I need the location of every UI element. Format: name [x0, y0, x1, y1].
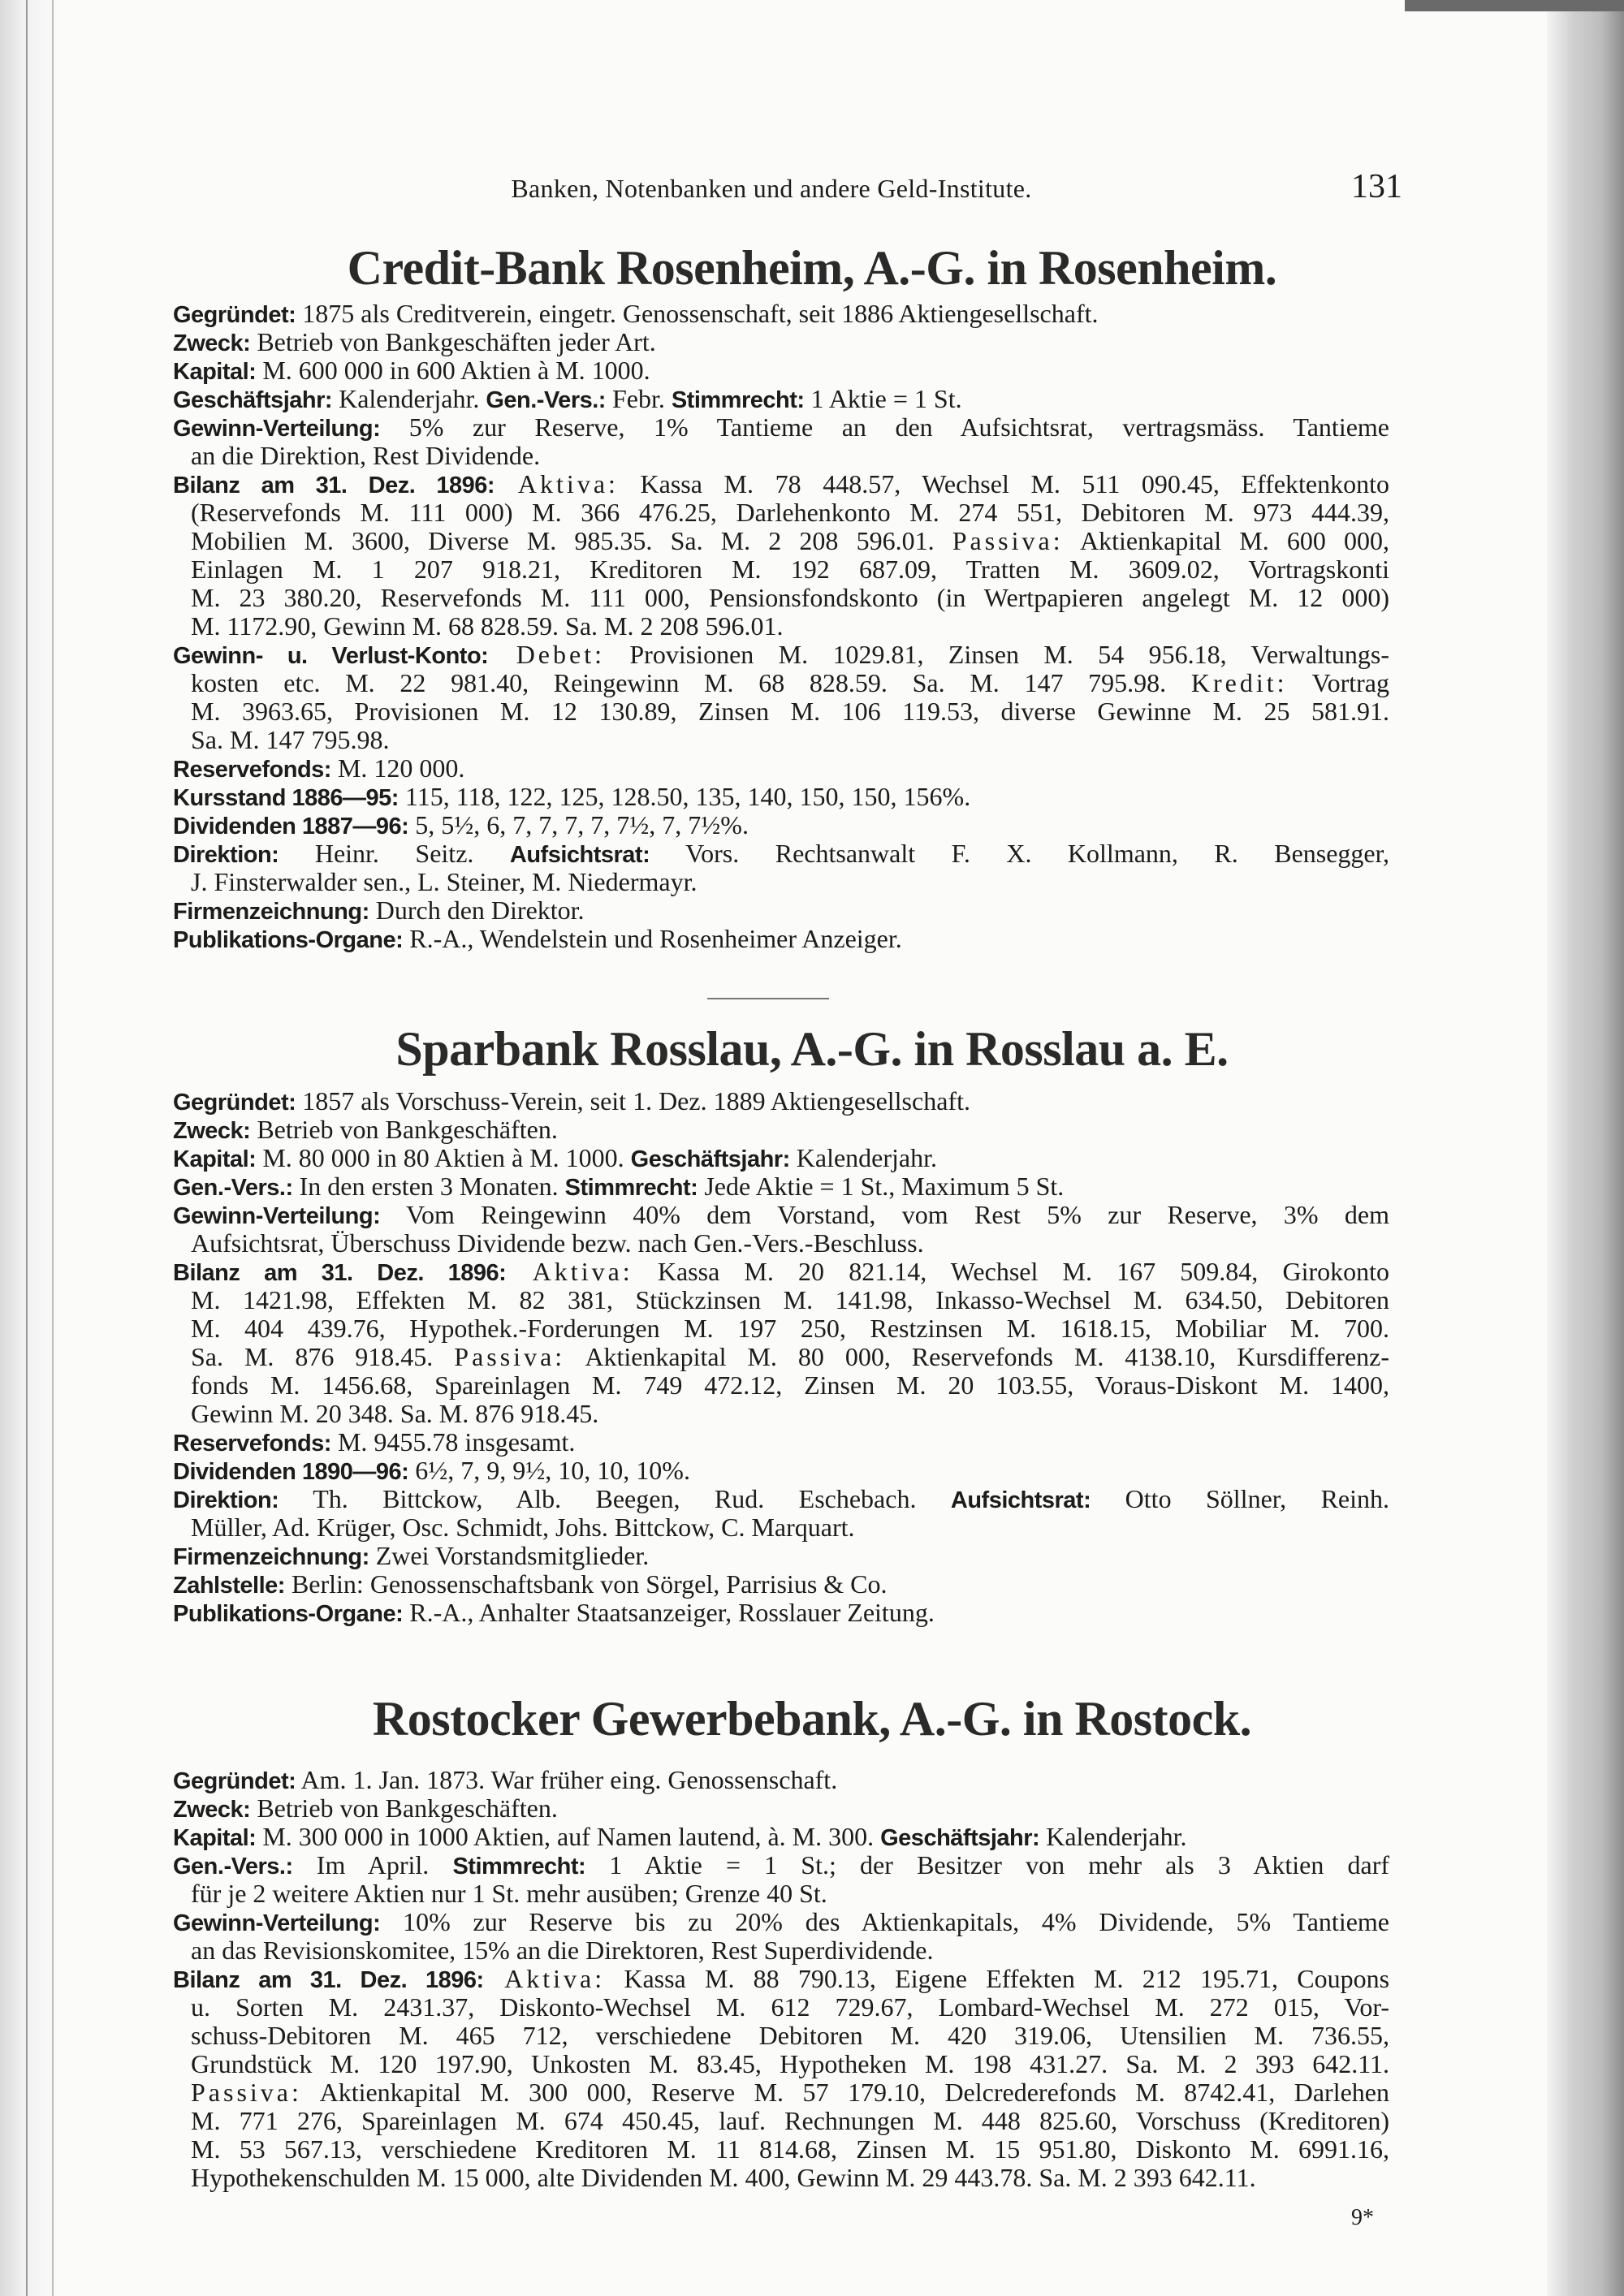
text-line [173, 783, 1389, 811]
field-text: 1875 als Creditverein, eingetr. Genossenschaft, seit 1886 Aktiengesellschaft. [296, 299, 1099, 328]
field-label: Direktion: [173, 842, 279, 868]
account-side-label: Aktiva: [495, 470, 619, 498]
field-label: Bilanz am 31. Dez. 1896: [173, 473, 495, 498]
field-text: Sa. M. 876 918.45. [191, 1343, 455, 1371]
field-text: Kassa M. 78 448.57, Wechsel M. 511 090.45, Effektenkonto [618, 470, 1389, 498]
field-text: M. 1172.90, Gewinn M. 68 828.59. Sa. M. 2 208 596.01. [191, 611, 784, 641]
field-text: M. 80 000 in 80 Aktien à M. 1000. [256, 1143, 631, 1172]
field-text: Im April. [292, 1851, 453, 1880]
field-label: Kursstand 1886—95: [173, 785, 399, 811]
field-text: Gewinn M. 20 348. Sa. M. 876 918.45. [191, 1399, 599, 1428]
field-label: Geschäftsjahr: [630, 1146, 790, 1172]
field-text: Müller, Ad. Krüger, Osc. Schmidt, Johs. Bittckow, C. Marquart. [191, 1513, 855, 1542]
field-text: Sa. M. 147 795.98. [191, 725, 390, 754]
field-text: 10% zur Reserve bis zu 20% des Aktienkapitals, 4% Dividende, 5% Tantieme [380, 1908, 1389, 1936]
text-line [173, 1599, 1389, 1627]
field-label: Stimmrecht: [564, 1175, 698, 1201]
text-line [173, 328, 1389, 356]
text-line [173, 612, 1389, 641]
field-text: J. Finsterwalder sen., L. Steiner, M. Niedermayr. [191, 867, 698, 896]
running-header: Banken, Notenbanken und andere Geld-Institute. [511, 174, 1032, 203]
text-line [173, 555, 1389, 584]
text-line [173, 839, 1389, 868]
field-text: 6½, 7, 9, 9½, 10, 10, 10%. [408, 1456, 690, 1485]
field-text: M. 600 000 in 600 Aktien à M. 1000. [256, 356, 650, 385]
text-line [173, 1229, 1389, 1258]
field-text: an das Revisionskomitee, 15% an die Direktoren, Rest Superdividende. [191, 1936, 934, 1965]
field-text: Otto Söllner, Reinh. [1091, 1485, 1389, 1513]
field-text: Heinr. Seitz. [279, 839, 510, 868]
field-text: Grundstück M. 120 197.90, Unkosten M. 83.45, Hypotheken M. 198 431.27. Sa. M. 2 393 642.11. [191, 2050, 1389, 2078]
field-text: Kalenderjahr. [789, 1143, 937, 1172]
field-text: Zwei Vorstandsmitglieder. [369, 1541, 650, 1570]
field-label: Gegründet: [173, 1090, 296, 1116]
text-line [173, 1823, 1389, 1851]
page-number: 131 [1351, 168, 1402, 205]
field-text: M. 771 276, Spareinlagen M. 674 450.45, lauf. Rechnungen M. 448 825.60, Vorschuss (Kreditoren) [191, 2107, 1389, 2135]
field-text: 1857 als Vorschuss-Verein, seit 1. Dez. 1889 Aktiengesellschaft. [296, 1086, 970, 1116]
field-text: Durch den Direktor. [369, 896, 585, 925]
field-text: M. 9455.78 insgesamt. [330, 1427, 576, 1457]
field-label: Bilanz am 31. Dez. 1896: [173, 1260, 507, 1286]
field-text: 115, 118, 122, 125, 128.50, 135, 140, 150, 150, 156%. [398, 782, 971, 811]
section-body [173, 1087, 1389, 1627]
field-label: Reservefonds: [173, 1431, 331, 1457]
text-line [173, 1258, 1389, 1286]
text-line [173, 2135, 1389, 2164]
text-line [173, 1766, 1389, 1794]
field-text: u. Sorten M. 2431.37, Diskonto-Wechsel M. 612 729.67, Lombard-Wechsel M. 272 015, Vor- [191, 1993, 1389, 2022]
field-text: für je 2 weitere Aktien nur 1 St. mehr ausüben; Grenze 40 St. [191, 1879, 827, 1908]
field-label: Gegründet: [173, 1768, 296, 1794]
field-text: M. 300 000 in 1000 Aktien, auf Namen lautend, à. M. 300. [256, 1822, 881, 1851]
page-right-edge [1547, 0, 1624, 2296]
text-line [173, 1513, 1389, 1542]
text-line [173, 1851, 1389, 1880]
field-text: Kassa M. 20 821.14, Wechsel M. 167 509.84, Girokonto [633, 1258, 1389, 1286]
field-label: Gen.-Vers.: [173, 1854, 293, 1880]
text-line [173, 527, 1389, 555]
text-line [173, 1116, 1389, 1144]
section-title: Credit-Bank Rosenheim, A.-G. in Rosenheim. [347, 241, 1277, 295]
field-label: Gewinn-Verteilung: [173, 416, 381, 442]
field-label: Gewinn- u. Verlust-Konto: [173, 643, 489, 669]
account-side-label: Kredit: [1190, 669, 1288, 697]
field-label: Dividenden 1887—96: [173, 814, 409, 839]
field-label: Kapital: [173, 1825, 257, 1851]
field-text: R.-A., Wendelstein und Rosenheimer Anzeiger. [403, 924, 902, 953]
text-line [173, 896, 1389, 925]
text-line [173, 498, 1389, 527]
section-title: Sparbank Rosslau, A.-G. in Rosslau a. E. [395, 1022, 1229, 1076]
field-text: In den ersten 3 Monaten. [292, 1172, 565, 1201]
field-label: Stimmrecht: [452, 1854, 586, 1880]
field-label: Geschäftsjahr: [173, 387, 333, 413]
field-label: Gewinn-Verteilung: [173, 1203, 381, 1229]
field-text: Am. 1. Jan. 1873. War früher eing. Genossenschaft. [296, 1765, 838, 1794]
field-text: Aktienkapital M. 300 000, Reserve M. 57 179.10, Delcrederefonds M. 8742.41, Darlehen [301, 2078, 1389, 2107]
field-label: Zahlstelle: [173, 1573, 285, 1599]
field-text: Kalenderjahr. [332, 384, 486, 413]
field-text: (Reservefonds M. 111 000) M. 366 476.25, Darlehenkonto M. 274 551, Debitoren M. 973 444.39, [191, 498, 1389, 527]
field-text: M. 1421.98, Effekten M. 82 381, Stückzinsen M. 141.98, Inkasso-Wechsel M. 634.50, Debitoren [191, 1286, 1389, 1314]
text-line [173, 2107, 1389, 2135]
text-line [173, 1087, 1389, 1116]
field-text: Betrieb von Bankgeschäften jeder Art. [250, 327, 656, 356]
field-label: Firmenzeichnung: [173, 899, 369, 925]
field-text: 5, 5½, 6, 7, 7, 7, 7, 7½, 7, 7½%. [408, 810, 749, 839]
text-line [173, 641, 1389, 669]
account-side-label: Debet: [488, 641, 605, 669]
account-side-label: Passiva: [191, 2078, 302, 2107]
text-line [173, 925, 1389, 953]
field-label: Direktion: [173, 1487, 279, 1513]
page-top-edge [1405, 0, 1624, 11]
text-line [173, 1314, 1389, 1343]
field-label: Zweck: [173, 330, 251, 356]
field-text: Aufsichtsrat, Überschuss Dividende bezw. nach Gen.-Vers.-Beschluss. [191, 1228, 924, 1258]
field-label: Gen.-Vers.: [486, 387, 606, 413]
field-text: Jede Aktie = 1 St., Maximum 5 St. [698, 1172, 1065, 1201]
account-side-label: Passiva: [454, 1343, 566, 1371]
text-line [173, 413, 1389, 442]
text-line [173, 1371, 1389, 1400]
field-text: Mobilien M. 3600, Diverse M. 985.35. Sa. M. 2 208 596.01. [191, 527, 952, 555]
field-text: Kassa M. 88 790.13, Eigene Effekten M. 212 195.71, Coupons [605, 1965, 1389, 1993]
account-side-label: Aktiva: [506, 1258, 633, 1286]
field-text: M. 23 380.20, Reservefonds M. 111 000, Pensionsfondskonto (in Wertpapieren angelegt M. 12 000) [191, 584, 1389, 612]
text-line [173, 1880, 1389, 1908]
field-text: 1 Aktie = 1 St.; der Besitzer von mehr als 3 Aktien darf [585, 1851, 1389, 1880]
binding-line [52, 0, 54, 2296]
field-text: Hypothekenschulden M. 15 000, alte Dividenden M. 400, Gewinn M. 29 443.78. Sa. M. 2 393 642.11. [191, 2163, 1256, 2192]
section-title: Rostocker Gewerbebank, A.-G. in Rostock. [372, 1692, 1252, 1746]
text-line [173, 1144, 1389, 1172]
text-line [173, 2164, 1389, 2192]
field-label: Stimmrecht: [671, 387, 805, 413]
field-text: Provisionen M. 1029.81, Zinsen M. 54 956.18, Verwaltungs- [605, 641, 1389, 669]
field-text: 5% zur Reserve, 1% Tantieme an den Aufsichtsrat, vertragsmäss. Tantieme [380, 413, 1389, 442]
text-line [173, 868, 1389, 896]
field-text: Vors. Rechtsanwalt F. X. Kollmann, R. Bensegger, [650, 839, 1389, 868]
field-text: Einlagen M. 1 207 918.21, Kreditoren M. 192 687.09, Tratten M. 3609.02, Vortragskonti [191, 555, 1389, 584]
text-line [173, 470, 1389, 498]
field-label: Kapital: [173, 359, 257, 385]
text-line [173, 697, 1389, 726]
field-label: Aufsichtsrat: [509, 842, 650, 868]
text-line [173, 1965, 1389, 1993]
text-line [173, 1172, 1389, 1201]
text-line [173, 442, 1389, 470]
field-label: Bilanz am 31. Dez. 1896: [173, 1967, 484, 1993]
field-text: an die Direktion, Rest Dividende. [191, 441, 541, 470]
signature-mark: 9* [1351, 2205, 1374, 2230]
field-text: Vom Reingewinn 40% dem Vorstand, vom Rest 5% zur Reserve, 3% dem [380, 1201, 1389, 1229]
text-line [173, 1993, 1389, 2022]
field-text: Betrieb von Bankgeschäften. [250, 1793, 558, 1823]
text-line [173, 1457, 1389, 1485]
account-side-label: Aktiva: [483, 1965, 606, 1993]
text-line [173, 385, 1389, 413]
field-text: Kalenderjahr. [1039, 1822, 1187, 1851]
page-left-edge [0, 0, 57, 2296]
field-label: Gewinn-Verteilung: [173, 1910, 381, 1936]
field-text: fonds M. 1456.68, Spareinlagen M. 749 472.12, Zinsen M. 20 103.55, Voraus-Diskont M. 1400, [191, 1371, 1389, 1400]
text-line [173, 754, 1389, 783]
text-line [173, 1908, 1389, 1936]
field-label: Kapital: [173, 1146, 257, 1172]
field-text: Berlin: Genossenschaftsbank von Sörgel, Parrisius & Co. [284, 1569, 888, 1599]
field-label: Reservefonds: [173, 757, 331, 783]
text-line [173, 1936, 1389, 1965]
field-label: Zweck: [173, 1118, 251, 1144]
field-label: Gen.-Vers.: [173, 1175, 293, 1201]
text-line [173, 300, 1389, 328]
text-line [173, 669, 1389, 697]
field-label: Zweck: [173, 1797, 251, 1823]
section-body [173, 300, 1389, 953]
field-label: Dividenden 1890—96: [173, 1459, 409, 1485]
field-text: R.-A., Anhalter Staatsanzeiger, Rosslauer Zeitung. [403, 1598, 935, 1627]
text-line [173, 811, 1389, 839]
field-label: Geschäftsjahr: [880, 1825, 1040, 1851]
text-line [173, 1794, 1389, 1823]
field-text: Febr. [605, 384, 672, 413]
text-line [173, 584, 1389, 612]
field-text: M. 53 567.13, verschiedene Kreditoren M. 11 814.68, Zinsen M. 15 951.80, Diskonto M. 6991.16, [191, 2135, 1389, 2164]
text-line [173, 2050, 1389, 2078]
text-line [173, 1400, 1389, 1428]
field-text: M. 404 439.76, Hypothek.-Forderungen M. 197 250, Restzinsen M. 1618.15, Mobiliar M. 700. [191, 1314, 1389, 1343]
text-line [173, 726, 1389, 754]
field-label: Firmenzeichnung: [173, 1544, 369, 1570]
text-line [173, 1343, 1389, 1371]
field-text: Aktienkapital M. 600 000, [1063, 527, 1389, 555]
field-text: schuss-Debitoren M. 465 712, verschiedene Debitoren M. 420 319.06, Utensilien M. 736.55, [191, 2022, 1389, 2050]
section-separator [707, 998, 829, 999]
text-line [173, 1201, 1389, 1229]
field-label: Aufsichtsrat: [950, 1487, 1091, 1513]
field-text: Aktienkapital M. 80 000, Reservefonds M. 4138.10, Kursdifferenz- [565, 1343, 1389, 1371]
field-text: M. 3963.65, Provisionen M. 12 130.89, Zinsen M. 106 119.53, diverse Gewinne M. 25 581.91. [191, 697, 1389, 726]
field-text: Betrieb von Bankgeschäften. [250, 1115, 558, 1144]
field-label: Gegründet: [173, 302, 296, 328]
section-body [173, 1766, 1389, 2192]
text-line [173, 1286, 1389, 1314]
field-text: 1 Aktie = 1 St. [804, 384, 962, 413]
field-text: Th. Bittckow, Alb. Beegen, Rud. Eschebach. [279, 1485, 951, 1513]
text-line [173, 356, 1389, 385]
field-label: Publikations-Organe: [173, 1601, 404, 1627]
field-text: kosten etc. M. 22 981.40, Reingewinn M. 68 828.59. Sa. M. 147 795.98. [191, 669, 1191, 697]
text-line [173, 1428, 1389, 1457]
field-text: M. 120 000. [330, 753, 465, 783]
text-line [173, 1570, 1389, 1599]
field-label: Publikations-Organe: [173, 927, 404, 953]
text-line [173, 1485, 1389, 1513]
text-line [173, 2078, 1389, 2107]
text-line [173, 2022, 1389, 2050]
binding-line [26, 0, 28, 2296]
account-side-label: Passiva: [952, 527, 1064, 555]
text-line [173, 1542, 1389, 1570]
field-text: Vortrag [1287, 669, 1389, 697]
